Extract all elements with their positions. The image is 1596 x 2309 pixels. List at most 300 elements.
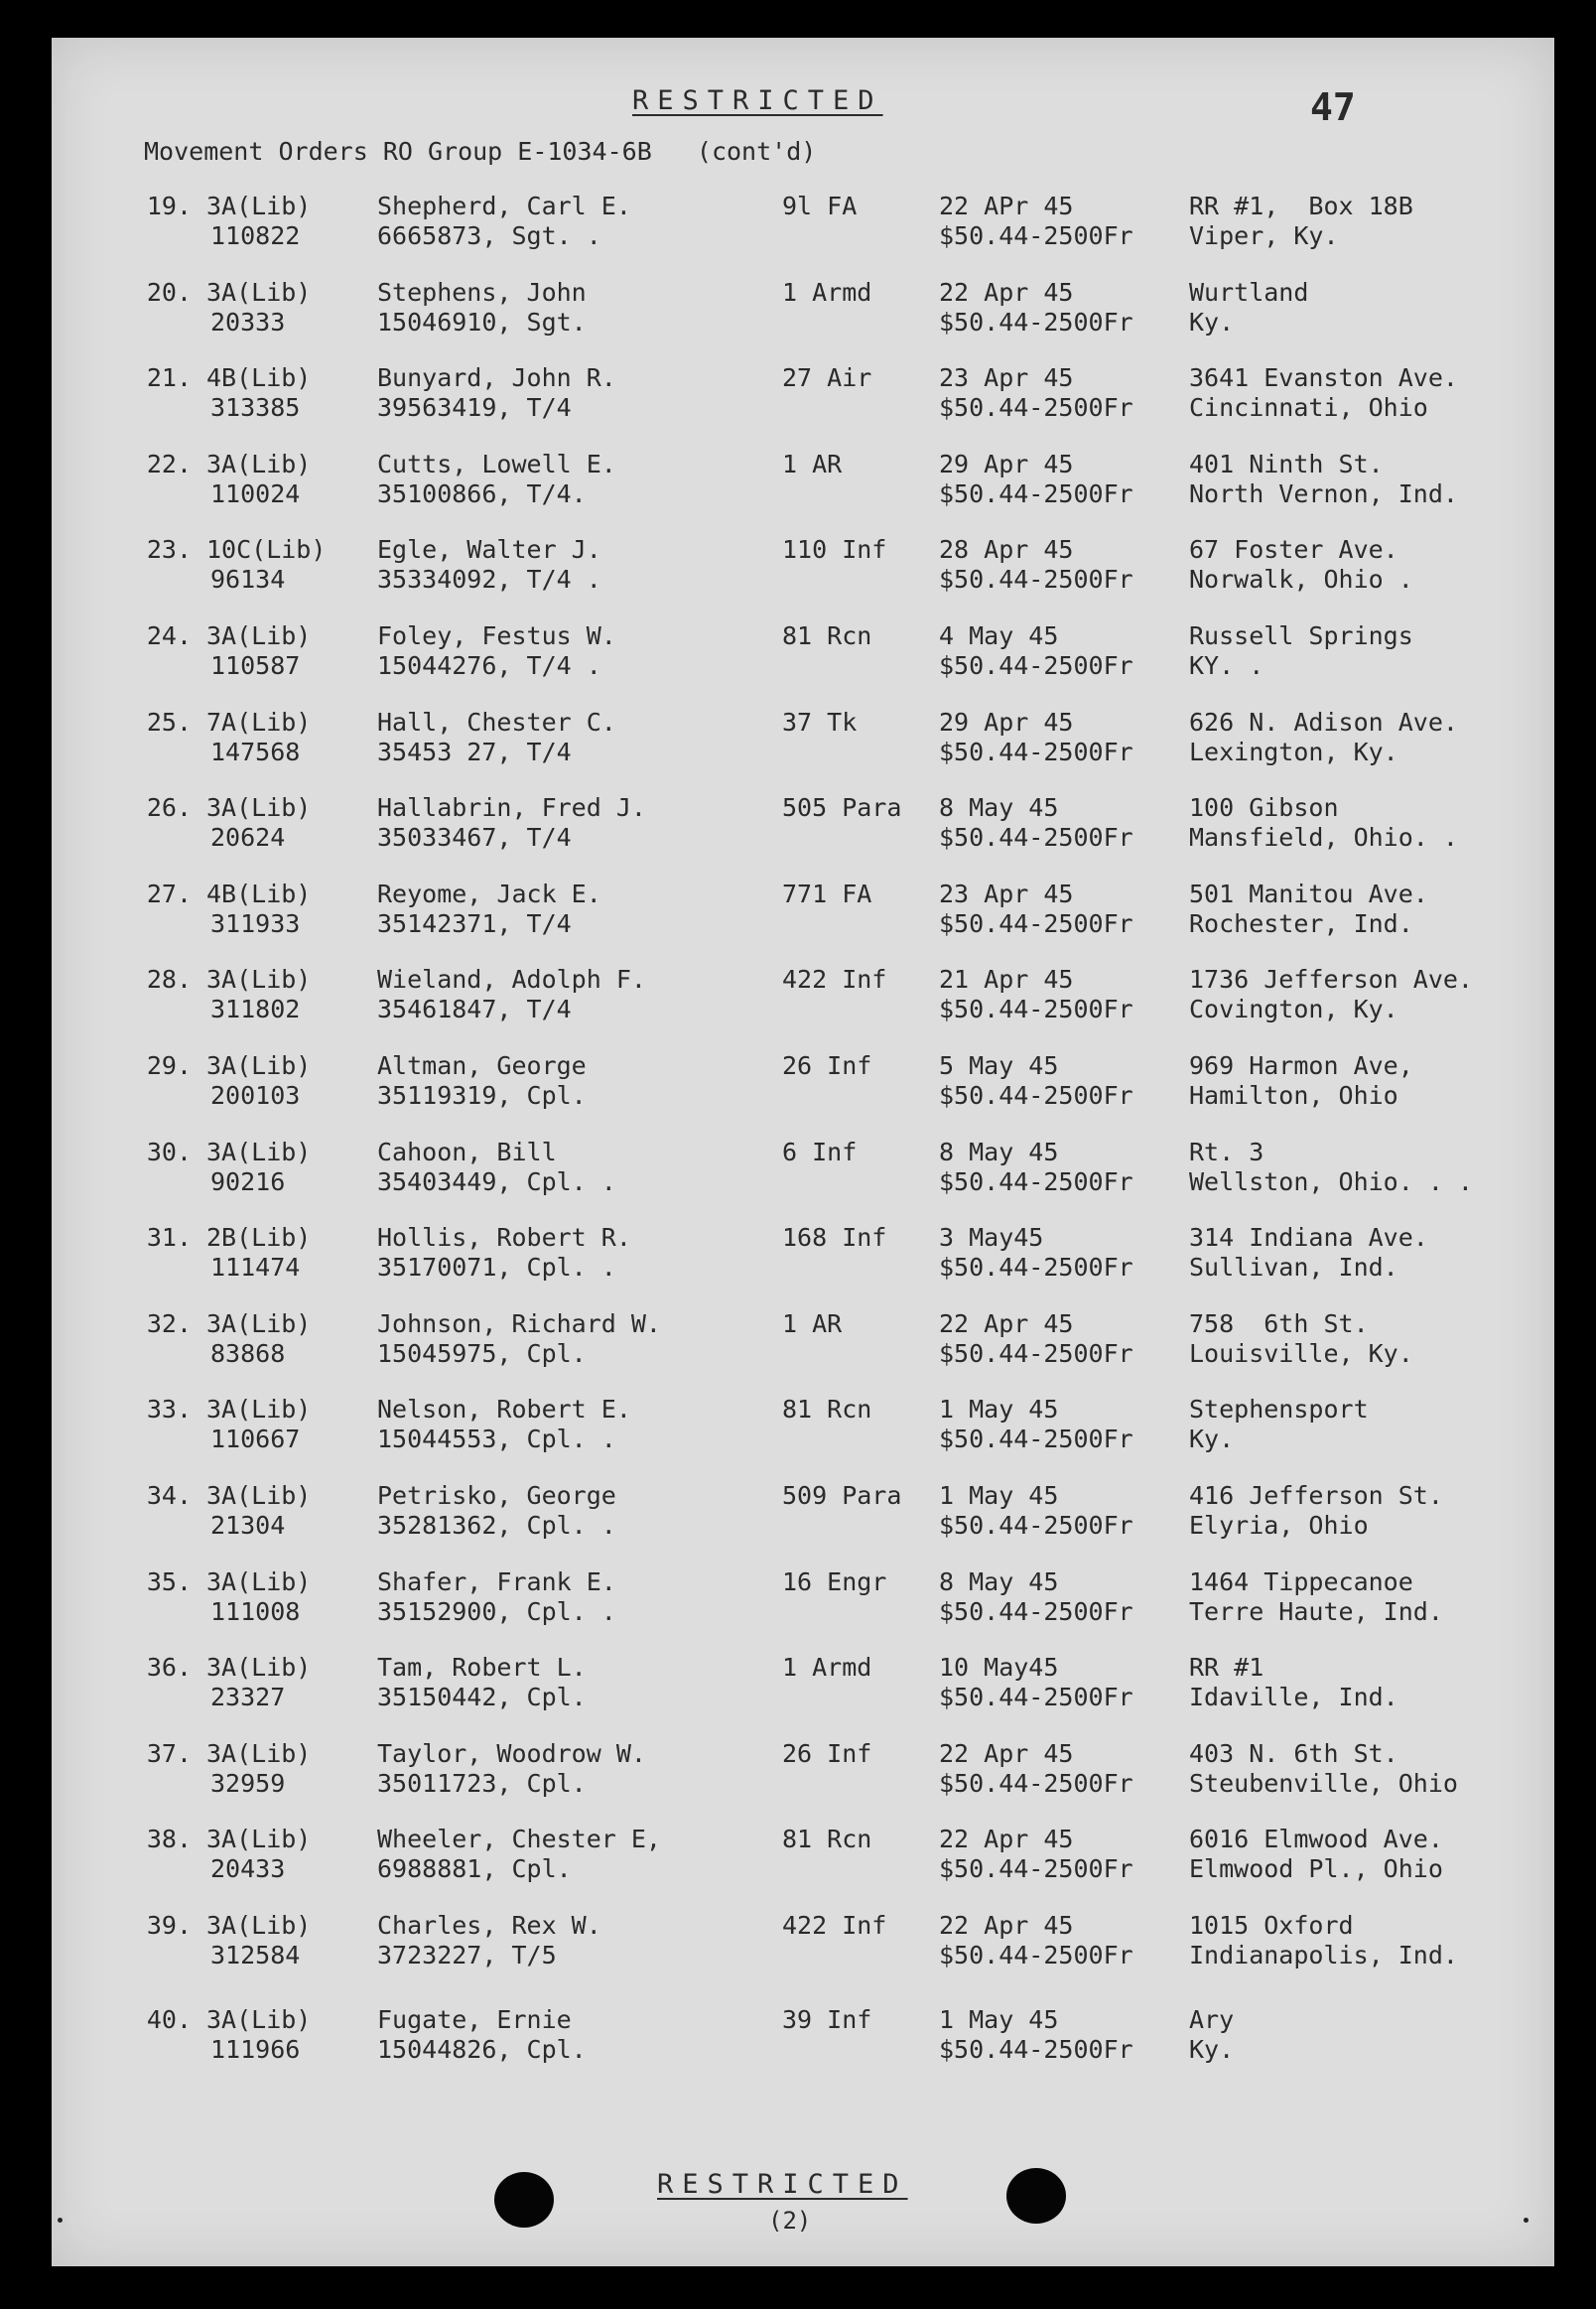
address-line-2: Indianapolis, Ind. <box>1189 1941 1458 1969</box>
list-item <box>52 192 1554 271</box>
payment: $50.44-2500Fr <box>939 478 1133 508</box>
soldier-name: Johnson, Richard W. <box>377 1308 661 1338</box>
date: 4 May 45 <box>939 621 1059 650</box>
footer-page-number: (2) <box>768 2207 812 2235</box>
unit-code: 3A(Lib) <box>206 1825 312 1854</box>
organization: 422 Inf <box>782 965 887 995</box>
list-item <box>52 363 1554 443</box>
num-cell <box>144 965 192 995</box>
organization: 16 Engr <box>782 1566 887 1596</box>
unit-cell <box>206 450 311 509</box>
unit-code: 3A(Lib) <box>206 449 312 478</box>
header-classification: RESTRICTED <box>632 85 883 116</box>
address-line-2: Hamilton, Ohio <box>1189 1081 1398 1110</box>
name-cell <box>377 1653 587 1712</box>
list-item <box>52 535 1554 614</box>
organization: 26 Inf <box>782 1051 872 1080</box>
name-cell <box>377 2005 587 2065</box>
addr-cell <box>1189 363 1458 423</box>
service-number-rank: 6665873, Sgt. . <box>377 221 601 250</box>
orders-title: Movement Orders RO Group E-1034-6B (cont'd) <box>144 137 817 166</box>
entry-number: 36. <box>146 1653 192 1683</box>
address-line-1: 501 Manitou Ave. <box>1189 879 1428 908</box>
org-cell <box>782 708 857 738</box>
date: 21 Apr 45 <box>939 965 1074 995</box>
payment: $50.44-2500Fr <box>939 908 1133 938</box>
num-cell <box>144 1395 192 1425</box>
unit-cell <box>206 535 326 595</box>
num-cell <box>144 1138 192 1167</box>
unit-cell <box>206 1825 311 1884</box>
address-line-2: Mansfield, Ohio. . <box>1189 823 1458 853</box>
speck <box>1524 2218 1529 2223</box>
organization: 9l FA <box>782 192 858 220</box>
entry-number: 28. <box>146 965 192 995</box>
soldier-name: Shafer, Frank E. <box>377 1566 616 1596</box>
pay-cell <box>939 1739 1133 1799</box>
soldier-name: Shepherd, Carl E. <box>377 192 631 220</box>
list-item <box>52 621 1554 701</box>
organization: 1 AR <box>782 1308 843 1338</box>
soldier-name: Cutts, Lowell E. <box>377 449 616 478</box>
service-number-rank: 35461847, T/4 <box>377 995 572 1024</box>
address-line-2: North Vernon, Ind. <box>1189 478 1458 508</box>
list-item <box>52 1911 1554 1990</box>
pay-cell <box>939 1395 1133 1454</box>
soldier-name: Altman, George <box>377 1051 587 1080</box>
soldier-name: Wieland, Adolph F. <box>377 965 646 995</box>
organization: 27 Air <box>782 363 872 393</box>
soldier-name: Bunyard, John R. <box>377 363 616 393</box>
pay-cell <box>939 1223 1133 1283</box>
payment: $50.44-2500Fr <box>939 307 1133 337</box>
payment: $50.44-2500Fr <box>939 1081 1133 1110</box>
org-cell <box>782 793 901 823</box>
addr-cell <box>1189 621 1413 681</box>
address-line-2: Rochester, Ind. <box>1189 908 1413 938</box>
service-number-rank: 15045975, Cpl. <box>377 1338 587 1368</box>
unit-cell <box>206 1481 311 1541</box>
soldier-name: Hollis, Robert R. <box>377 1223 631 1253</box>
addr-cell <box>1189 450 1458 509</box>
organization: 505 Para <box>782 793 902 823</box>
name-cell <box>377 278 587 338</box>
date: 22 APr 45 <box>939 192 1074 220</box>
entry-number: 22. <box>146 449 192 478</box>
service-number-rank: 35170071, Cpl. . <box>377 1253 616 1283</box>
pay-cell <box>939 1567 1133 1627</box>
service-number-rank: 35100866, T/4. <box>377 478 587 508</box>
unit-cell <box>206 1653 311 1712</box>
organization: 509 Para <box>782 1481 902 1510</box>
name-cell <box>377 793 646 853</box>
soldier-name: Hallabrin, Fred J. <box>377 793 646 823</box>
payment: $50.44-2500Fr <box>939 651 1133 680</box>
service-number-rank: 15044276, T/4 . <box>377 651 601 680</box>
entry-number: 25. <box>146 707 192 737</box>
num-cell <box>144 1567 192 1597</box>
unit-cell <box>206 1223 311 1283</box>
unit-cell <box>206 363 311 423</box>
unit-code: 3A(Lib) <box>206 1911 312 1940</box>
addr-cell <box>1189 1653 1398 1712</box>
address-line-1: 626 N. Adison Ave. <box>1189 707 1458 737</box>
pay-cell <box>939 793 1133 853</box>
pay-cell <box>939 708 1133 767</box>
num-cell <box>144 535 192 565</box>
address-line-2: KY. . <box>1189 651 1264 680</box>
soldier-name: Cahoon, Bill <box>377 1137 557 1166</box>
address-line-2: Covington, Ky. <box>1189 995 1398 1024</box>
entry-number: 33. <box>146 1395 192 1425</box>
address-line-2: Norwalk, Ohio . <box>1189 565 1413 595</box>
payment: $50.44-2500Fr <box>939 823 1133 853</box>
serial-number: 312584 <box>210 1941 301 1969</box>
date: 8 May 45 <box>939 793 1059 823</box>
serial-number: 110822 <box>210 221 301 250</box>
unit-code: 3A(Lib) <box>206 621 312 650</box>
service-number-rank: 15044553, Cpl. . <box>377 1425 616 1454</box>
num-cell <box>144 1653 192 1683</box>
list-item <box>52 880 1554 959</box>
address-line-1: 969 Harmon Ave, <box>1189 1051 1413 1080</box>
list-item <box>52 1739 1554 1819</box>
serial-number: 20624 <box>210 823 286 853</box>
unit-cell <box>206 1739 311 1799</box>
name-cell <box>377 1051 587 1111</box>
address-line-2: Cincinnati, Ohio <box>1189 393 1428 423</box>
addr-cell <box>1189 1481 1443 1541</box>
service-number-rank: 6988881, Cpl. <box>377 1854 572 1884</box>
payment: $50.44-2500Fr <box>939 565 1133 595</box>
name-cell <box>377 1223 631 1283</box>
footer-classification: RESTRICTED <box>657 2169 908 2200</box>
org-cell <box>782 450 842 479</box>
unit-code: 3A(Lib) <box>206 1395 312 1425</box>
addr-cell <box>1189 1911 1458 1970</box>
addr-cell <box>1189 1223 1428 1283</box>
entry-number: 19. <box>146 192 192 220</box>
organization: 6 Inf <box>782 1137 858 1166</box>
name-cell <box>377 1395 631 1454</box>
serial-number: 110667 <box>210 1425 301 1454</box>
org-cell <box>782 535 886 565</box>
org-cell <box>782 1051 871 1081</box>
serial-number: 111474 <box>210 1253 301 1283</box>
pay-cell <box>939 1309 1133 1369</box>
unit-code: 3A(Lib) <box>206 1653 312 1683</box>
address-line-1: 314 Indiana Ave. <box>1189 1223 1428 1253</box>
service-number-rank: 35152900, Cpl. . <box>377 1596 616 1626</box>
serial-number: 111966 <box>210 2034 301 2064</box>
list-item <box>52 1309 1554 1389</box>
payment: $50.44-2500Fr <box>939 1941 1133 1969</box>
org-cell <box>782 192 857 221</box>
soldier-name: Fugate, Ernie <box>377 2004 572 2034</box>
date: 22 Apr 45 <box>939 1825 1074 1854</box>
list-item <box>52 450 1554 529</box>
address-line-1: Russell Springs <box>1189 621 1413 650</box>
addr-cell <box>1189 793 1458 853</box>
serial-number: 147568 <box>210 737 301 766</box>
payment: $50.44-2500Fr <box>939 737 1133 766</box>
address-line-1: Ary <box>1189 2004 1235 2034</box>
service-number-rank: 35011723, Cpl. <box>377 1768 587 1798</box>
list-item <box>52 1825 1554 1904</box>
pay-cell <box>939 965 1133 1024</box>
organization: 81 Rcn <box>782 1825 872 1854</box>
date: 1 May 45 <box>939 1481 1059 1510</box>
soldier-name: Taylor, Woodrow W. <box>377 1738 646 1768</box>
address-line-2: Idaville, Ind. <box>1189 1683 1398 1712</box>
address-line-1: RR #1, Box 18B <box>1189 192 1413 220</box>
organization: 26 Inf <box>782 1738 872 1768</box>
entry-number: 40. <box>146 2004 192 2034</box>
date: 22 Apr 45 <box>939 1911 1074 1940</box>
unit-code: 3A(Lib) <box>206 1566 312 1596</box>
pay-cell <box>939 880 1133 939</box>
unit-code: 3A(Lib) <box>206 1137 312 1166</box>
speck <box>58 2218 63 2223</box>
address-line-1: RR #1 <box>1189 1653 1264 1683</box>
unit-cell <box>206 1309 311 1369</box>
unit-cell <box>206 1395 311 1454</box>
service-number-rank: 35150442, Cpl. <box>377 1683 587 1712</box>
payment: $50.44-2500Fr <box>939 1338 1133 1368</box>
payment: $50.44-2500Fr <box>939 995 1133 1024</box>
unit-cell <box>206 1138 311 1197</box>
address-line-1: 3641 Evanston Ave. <box>1189 363 1458 393</box>
address-line-2: Terre Haute, Ind. <box>1189 1596 1443 1626</box>
service-number-rank: 35119319, Cpl. <box>377 1081 587 1110</box>
name-cell <box>377 1739 646 1799</box>
date: 29 Apr 45 <box>939 449 1074 478</box>
unit-code: 3A(Lib) <box>206 1738 312 1768</box>
entry-number: 37. <box>146 1738 192 1768</box>
service-number-rank: 39563419, T/4 <box>377 393 572 423</box>
serial-number: 32959 <box>210 1768 286 1798</box>
unit-cell <box>206 2005 311 2065</box>
org-cell <box>782 1395 871 1425</box>
num-cell <box>144 621 192 651</box>
org-cell <box>782 1739 871 1769</box>
num-cell <box>144 1739 192 1769</box>
unit-code: 3A(Lib) <box>206 1308 312 1338</box>
name-cell <box>377 965 646 1024</box>
entry-number: 27. <box>146 879 192 908</box>
address-line-2: Sullivan, Ind. <box>1189 1253 1398 1283</box>
num-cell <box>144 363 192 393</box>
unit-cell <box>206 1911 311 1970</box>
address-line-1: Wurtland <box>1189 277 1309 307</box>
address-line-1: 100 Gibson <box>1189 793 1339 823</box>
unit-code: 3A(Lib) <box>206 793 312 823</box>
org-cell <box>782 1825 871 1854</box>
name-cell <box>377 1825 661 1884</box>
list-item <box>52 1051 1554 1131</box>
payment: $50.44-2500Fr <box>939 393 1133 423</box>
address-line-1: 1736 Jefferson Ave. <box>1189 965 1473 995</box>
organization: 1 AR <box>782 449 843 478</box>
addr-cell <box>1189 1739 1458 1799</box>
unit-code: 4B(Lib) <box>206 879 312 908</box>
pay-cell <box>939 1653 1133 1712</box>
pay-cell <box>939 2005 1133 2065</box>
serial-number: 21304 <box>210 1511 286 1540</box>
num-cell <box>144 1309 192 1339</box>
org-cell <box>782 880 871 909</box>
unit-code: 2B(Lib) <box>206 1223 312 1253</box>
unit-cell <box>206 880 311 939</box>
address-line-1: 67 Foster Ave. <box>1189 535 1398 565</box>
addr-cell <box>1189 1138 1473 1197</box>
name-cell <box>377 363 616 423</box>
pay-cell <box>939 1051 1133 1111</box>
serial-number: 96134 <box>210 565 286 595</box>
service-number-rank: 35142371, T/4 <box>377 908 572 938</box>
address-line-1: 1464 Tippecanoe <box>1189 1566 1413 1596</box>
unit-cell <box>206 278 311 338</box>
entry-number: 34. <box>146 1481 192 1510</box>
address-line-1: 1015 Oxford <box>1189 1911 1354 1940</box>
unit-code: 7A(Lib) <box>206 707 312 737</box>
list-item <box>52 1223 1554 1302</box>
unit-cell <box>206 708 311 767</box>
name-cell <box>377 1309 661 1369</box>
organization: 1 Armd <box>782 1653 872 1683</box>
entry-number: 23. <box>146 535 192 565</box>
list-item <box>52 278 1554 357</box>
payment: $50.44-2500Fr <box>939 1596 1133 1626</box>
address-line-1: 416 Jefferson St. <box>1189 1481 1443 1510</box>
payment: $50.44-2500Fr <box>939 1511 1133 1540</box>
num-cell <box>144 192 192 221</box>
num-cell <box>144 1223 192 1253</box>
service-number-rank: 3723227, T/5 <box>377 1941 557 1969</box>
num-cell <box>144 1051 192 1081</box>
date: 23 Apr 45 <box>939 879 1074 908</box>
unit-cell <box>206 621 311 681</box>
service-number-rank: 35281362, Cpl. . <box>377 1511 616 1540</box>
addr-cell <box>1189 1825 1443 1884</box>
entry-number: 38. <box>146 1825 192 1854</box>
address-line-1: 758 6th St. <box>1189 1308 1369 1338</box>
address-line-2: Steubenville, Ohio <box>1189 1768 1458 1798</box>
list-item <box>52 965 1554 1044</box>
soldier-name: Hall, Chester C. <box>377 707 616 737</box>
num-cell <box>144 1911 192 1941</box>
date: 8 May 45 <box>939 1137 1059 1166</box>
list-item <box>52 1395 1554 1474</box>
unit-cell <box>206 192 311 251</box>
unit-code: 3A(Lib) <box>206 2004 312 2034</box>
date: 3 May45 <box>939 1223 1044 1253</box>
list-item <box>52 708 1554 787</box>
unit-code: 3A(Lib) <box>206 965 312 995</box>
soldier-name: Egle, Walter J. <box>377 535 601 565</box>
address-line-2: Ky. <box>1189 307 1235 337</box>
service-number-rank: 35403449, Cpl. . <box>377 1166 616 1196</box>
address-line-2: Viper, Ky. <box>1189 221 1339 250</box>
addr-cell <box>1189 1567 1443 1627</box>
entry-number: 31. <box>146 1223 192 1253</box>
date: 1 May 45 <box>939 2004 1059 2034</box>
entry-number: 26. <box>146 793 192 823</box>
num-cell <box>144 2005 192 2035</box>
entry-number: 39. <box>146 1911 192 1940</box>
serial-number: 20333 <box>210 307 286 337</box>
serial-number: 313385 <box>210 393 301 423</box>
date: 23 Apr 45 <box>939 363 1074 393</box>
addr-cell <box>1189 1051 1413 1111</box>
organization: 39 Inf <box>782 2004 872 2034</box>
pay-cell <box>939 192 1133 251</box>
unit-cell <box>206 1567 311 1627</box>
organization: 81 Rcn <box>782 621 872 650</box>
addr-cell <box>1189 880 1428 939</box>
payment: $50.44-2500Fr <box>939 1166 1133 1196</box>
soldier-name: Petrisko, George <box>377 1481 616 1510</box>
org-cell <box>782 363 871 393</box>
pay-cell <box>939 363 1133 423</box>
pay-cell <box>939 1911 1133 1970</box>
addr-cell <box>1189 278 1308 338</box>
soldier-name: Reyome, Jack E. <box>377 879 601 908</box>
payment: $50.44-2500Fr <box>939 1768 1133 1798</box>
organization: 110 Inf <box>782 535 887 565</box>
org-cell <box>782 1481 901 1511</box>
name-cell <box>377 880 601 939</box>
num-cell <box>144 450 192 479</box>
date: 22 Apr 45 <box>939 1738 1074 1768</box>
org-cell <box>782 1138 857 1167</box>
punch-hole-left <box>494 2172 554 2228</box>
addr-cell <box>1189 708 1458 767</box>
num-cell <box>144 1481 192 1511</box>
serial-number: 110587 <box>210 651 301 680</box>
address-line-1: Rt. 3 <box>1189 1137 1264 1166</box>
name-cell <box>377 1481 616 1541</box>
name-cell <box>377 192 631 251</box>
soldier-name: Stephens, John <box>377 277 587 307</box>
serial-number: 23327 <box>210 1683 286 1712</box>
addr-cell <box>1189 1309 1413 1369</box>
pay-cell <box>939 535 1133 595</box>
org-cell <box>782 1567 886 1597</box>
pay-cell <box>939 1138 1133 1197</box>
name-cell <box>377 1138 616 1197</box>
entry-number: 30. <box>146 1137 192 1166</box>
service-number-rank: 35453 27, T/4 <box>377 737 572 766</box>
serial-number: 200103 <box>210 1081 301 1110</box>
soldier-name: Foley, Festus W. <box>377 621 616 650</box>
num-cell <box>144 708 192 738</box>
unit-cell <box>206 793 311 853</box>
unit-code: 3A(Lib) <box>206 1481 312 1510</box>
address-line-2: Elyria, Ohio <box>1189 1511 1369 1540</box>
serial-number: 311933 <box>210 908 301 938</box>
organization: 1 Armd <box>782 277 872 307</box>
pay-cell <box>939 621 1133 681</box>
list-item <box>52 2005 1554 2085</box>
org-cell <box>782 1309 842 1339</box>
addr-cell <box>1189 965 1473 1024</box>
entry-number: 29. <box>146 1051 192 1080</box>
payment: $50.44-2500Fr <box>939 1683 1133 1712</box>
service-number-rank: 35033467, T/4 <box>377 823 572 853</box>
unit-code: 4B(Lib) <box>206 363 312 393</box>
serial-number: 111008 <box>210 1596 301 1626</box>
